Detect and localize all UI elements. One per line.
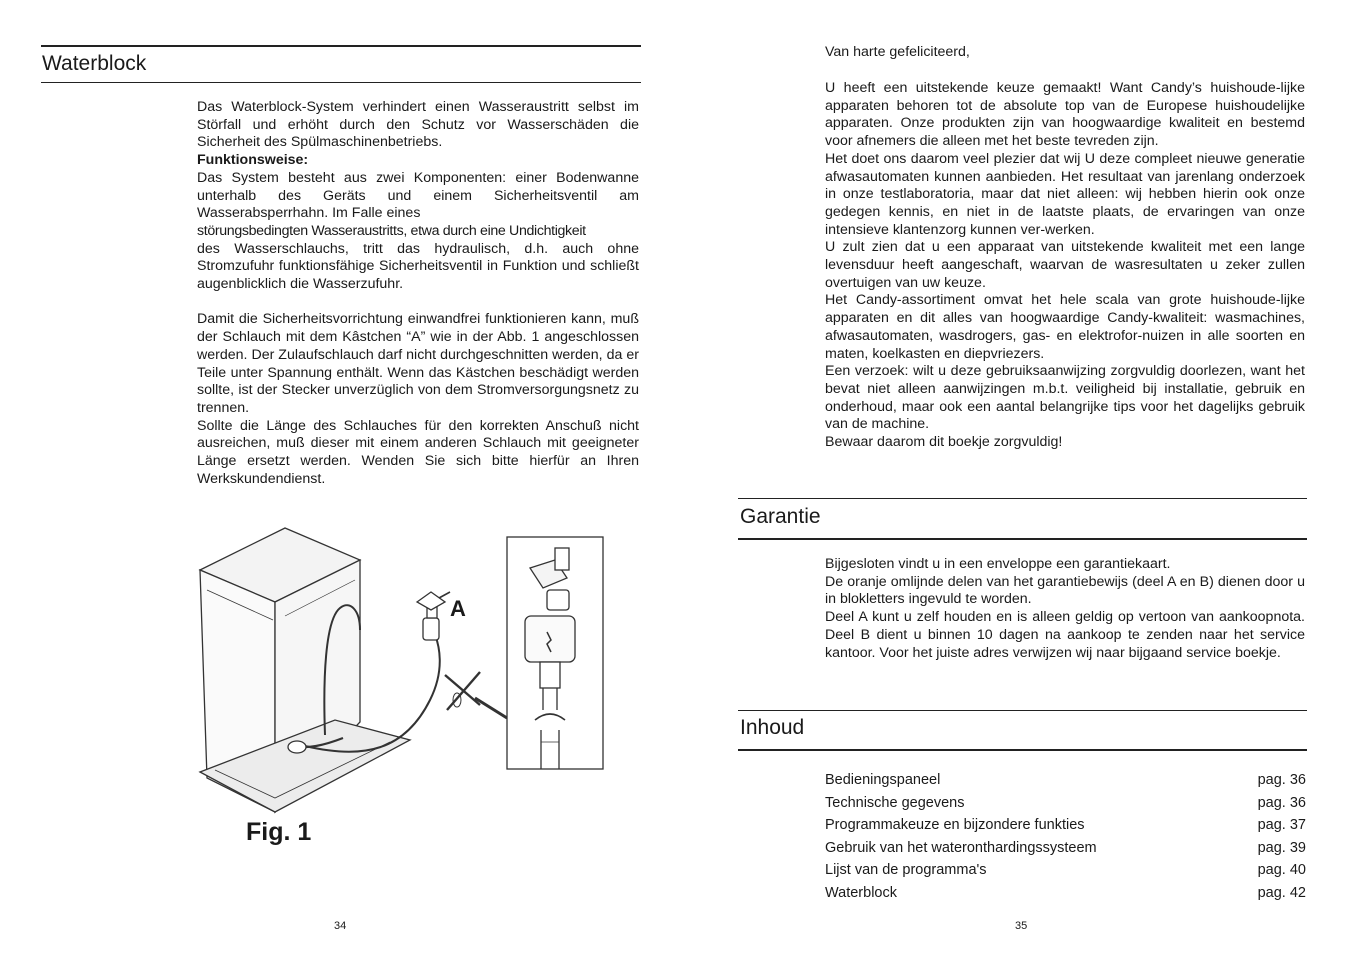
functions-subheading: Funktionsweise: [197, 152, 309, 169]
toc-entry-title: Programmakeuze en bijzondere funkties [825, 817, 1085, 833]
toc-entry[interactable] [825, 814, 1306, 836]
toc-entry-title: Bedieningspaneel [825, 772, 941, 788]
toc-entry[interactable] [825, 837, 1306, 859]
intro-paragraph-5: Een verzoek: wilt u deze gebruiksaanwijzing zorgvuldig doorlezen, want het bevat niet alleen aanwijzingen m.b.t. veiligheid bij installatie, gebruik en onderhoud, maar ook een aantal belangrijke tips voor het dagelijks gebruik van de machine. [825, 363, 1305, 433]
garantie-text [825, 556, 1305, 662]
detail-box-drawing [507, 537, 603, 769]
toc-entry-page: pag. 39 [1257, 840, 1306, 856]
inhoud-heading: Inhoud [740, 716, 805, 739]
figure-caption: Fig. 1 [246, 818, 312, 846]
intro-paragraph-4: Het Candy-assortiment omvat het hele scala van grote huishoude-lijke apparaten en dit alles van hoogwaardige Candy-kwaliteit: wasmachines, afwasautomaten, wasdrogers, gas- en elektrofor-nuizen in alle soorten en maten, koelkasten en diepvriezers. [825, 292, 1305, 362]
garantie-paragraph-1: Bijgesloten vindt u in een enveloppe een garantiekaart. [825, 556, 1171, 572]
dishwasher-drawing [200, 528, 410, 812]
toc-entry-page: pag. 42 [1257, 885, 1306, 901]
toc-entry-page: pag. 36 [1257, 795, 1306, 811]
toc-entry-page: pag. 40 [1257, 862, 1306, 878]
toc-entry-title: Lijst van de programma's [825, 862, 987, 878]
toc-entry-title: Technische gegevens [825, 795, 965, 811]
toc-entry[interactable] [825, 769, 1306, 791]
heading-top-rule [41, 45, 641, 47]
function-paragraph-part2: störungsbedingten Wasseraustritts, etwa durch eine Undichtigkeit [197, 222, 586, 239]
intro-paragraph: Das Waterblock-System verhindert einen Wasseraustritt selbst im Störfall und erhöht durch den Schutz vor Wasserschäden die Sicherheit des Spülmaschinenbetriebs. [197, 99, 639, 151]
toc-entry-page: pag. 37 [1257, 817, 1306, 833]
waterblock-heading: Waterblock [42, 52, 147, 75]
connection-paragraph: Damit die Sicherheitsvorrichtung einwandfrei funktionieren kann, muß der Schlauch mit dem Kâstchen “A” wie in der Abb. 1 angeschlossen werden. Der Zulaufschlauch darf nicht durchgeschnitten werden, da er Teile unter Spannung enthält. Wenn das Kästchen beschädigt werden sollte, ist der Stecker unverzüglich von dem Stromversorgungsnetz zu trennen. [197, 311, 639, 416]
intro-paragraph-1: U heeft een uitstekende keuze gemaakt! Want Candy’s huishoude-lijke apparaten behoren tot de absolute top van de Europese huishoudelijke apparaten. Onze produkten zijn van hoogwaardige kwaliteit en bestemd voor afnemers die alleen met het beste tevreden zijn. [825, 80, 1305, 150]
safety-valve-a-drawing [417, 592, 450, 640]
garantie-heading: Garantie [740, 505, 821, 528]
garantie-top-rule [738, 498, 1307, 499]
inhoud-bottom-rule [738, 749, 1307, 751]
left-page-number: 34 [334, 920, 347, 932]
waterblock-illustration [195, 520, 615, 820]
garantie-paragraph-3: Deel A kunt u zelf houden en is alleen geldig op vertoon van aankoopnota. Deel B dient u binnen 10 dagen na aankoop te zenden naar het service kantoor. Voor het juiste adres verwijzen wij naar bijgaand service boekje. [825, 609, 1305, 661]
intro-paragraph-6: Bewaar daarom dit boekje zorgvuldig! [825, 434, 1063, 451]
toc-entry-title: Gebruik van het wateronthardingssysteem [825, 840, 1097, 856]
inhoud-top-rule [738, 710, 1307, 711]
waterblock-text [197, 99, 639, 488]
do-not-cut-cross [445, 672, 480, 710]
greeting-line [825, 44, 1305, 62]
right-page-number: 35 [1015, 920, 1028, 932]
intro-text [825, 80, 1305, 452]
callout-pointer [475, 698, 507, 718]
hose-length-paragraph: Sollte die Länge des Schlauches für den korrekten Anschuß nicht ausreichen, muß dieser mit einem anderen Schlauch mit geeigneter Länge ersetzt werden. Wenden Sie sich bitte hierfür an Ihren Werkskundendienst. [197, 417, 639, 487]
toc-entry-title: Waterblock [825, 885, 897, 901]
heading-bottom-rule [41, 82, 641, 83]
garantie-bottom-rule [738, 538, 1307, 540]
intro-paragraph-3: U zult zien dat u een apparaat van uitstekende kwaliteit met een lange levensduur heeft aangeschaft, waarvan de wasresultaten u zeker zullen overtuigen van uw keuze. [825, 239, 1305, 291]
toc-entry[interactable] [825, 792, 1306, 814]
function-paragraph-part3: des Wasserschlauchs, tritt das hydraulisch, d.h. auch ohne Stromzufuhr funktionsfähige Sicherheitsventil in Funktion und schließt augenblicklich die Wasserzufuhr. [197, 240, 639, 293]
garantie-paragraph-2: De oranje omlijnde delen van het garantiebewijs (deel A en B) dienen door u in blokletters ingevuld te worden. [825, 573, 1305, 608]
greeting-text: Van harte gefeliciteerd, [825, 44, 970, 60]
toc-entry[interactable] [825, 882, 1306, 904]
toc-entry-page: pag. 36 [1257, 772, 1306, 788]
valve-label-a: A [450, 596, 466, 621]
intro-paragraph-2: Het doet ons daarom veel plezier dat wij U deze compleet nieuwe generatie afwasautomaten kunnen aanbieden. Het resultaat van jarenlang onderzoek in onze testlaboratoria, maar dat niet alleen: wij hebben hierin ook onze gedegen kennis, en niet in de laatste plaats, de ervaringen van onze intensieve klantenzorg kunnen ver-werken. [825, 150, 1305, 238]
toc-entry[interactable] [825, 859, 1306, 881]
function-paragraph-part1: Das System besteht aus zwei Komponenten: einer Bodenwanne unterhalb des Geräts und einem Sicherheitsventil am Wasserabsperrhahn. Im Falle eines [197, 169, 639, 222]
